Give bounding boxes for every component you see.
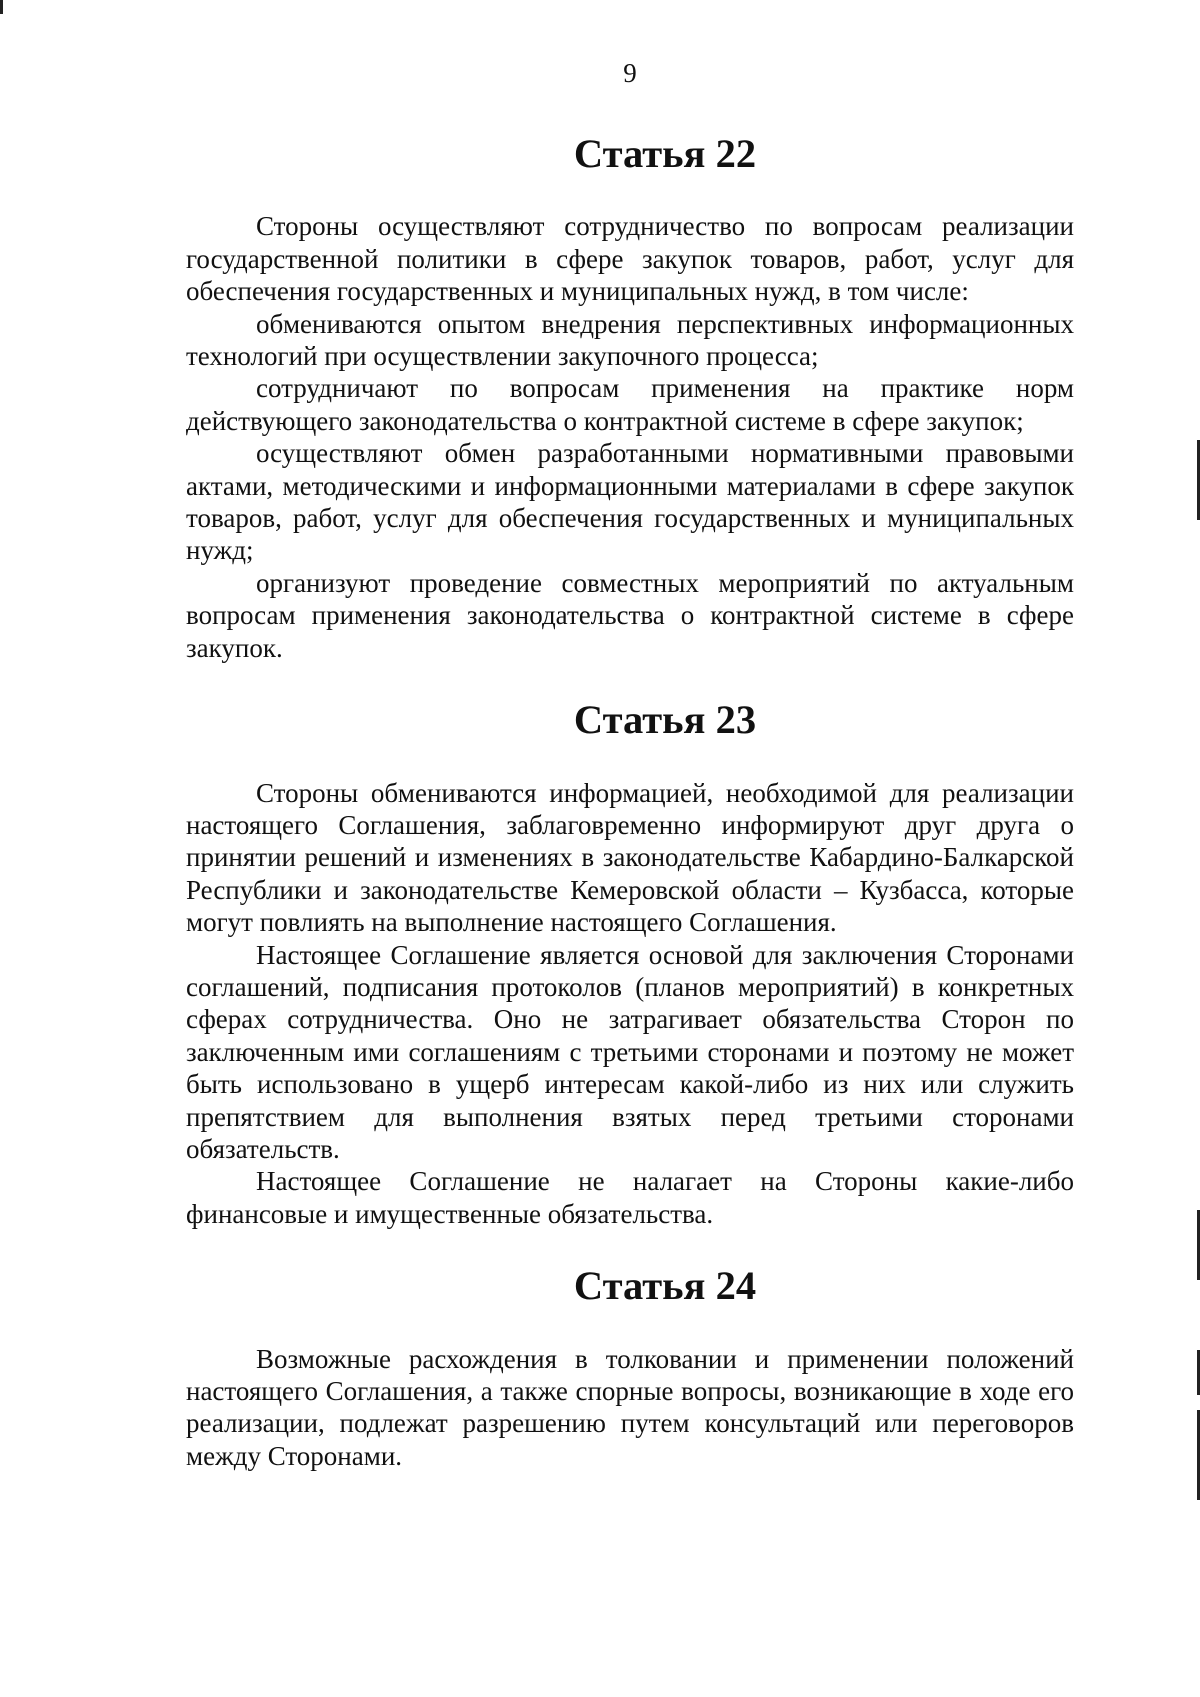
paragraph: сотрудничают по вопросам применения на практике норм действующего законодательства о контрактной системе в сфере закупок;: [186, 373, 1074, 436]
paragraph: Настоящее Соглашение не налагает на Стороны какие-либо финансовые и имущественные обязательства.: [186, 1166, 1074, 1229]
scan-corner-mark: [0, 0, 3, 14]
paragraph: Стороны осуществляют сотрудничество по вопросам реализации государственной политики в сфере закупок товаров, работ, услуг для обеспечения государственных и муниципальных нужд, в том числе:: [186, 211, 1074, 307]
article-heading: Статья 23: [573, 697, 757, 743]
page-number: 9: [623, 58, 637, 88]
paragraph: организуют проведение совместных мероприятий по актуальным вопросам применения законодательства о контрактной системе в сфере закупок.: [186, 567, 1074, 663]
article-24: [186, 1263, 1074, 1472]
paragraph: обмениваются опытом внедрения перспективных информационных технологий при осуществлении закупочного процесса;: [186, 308, 1074, 372]
paragraph: Настоящее Соглашение является основой для заключения Сторонами соглашений, подписания протоколов (планов мероприятий) в конкретных сферах сотрудничества. Оно не затрагивает обязательства Сторон по заключенным ими соглашениям с третьими сторонами и поэтому не может быть использовано в ущерб интересам какой-либо из них или служить препятствием для выполнения взятых перед третьими сторонами обязательств.: [186, 939, 1074, 1164]
article-heading: Статья 22: [573, 131, 757, 176]
paragraph: Возможные расхождения в толковании и применении положений настоящего Соглашения, а также спорные вопросы, возникающие в ходе его реализации, подлежат разрешению путем консультаций или переговоров между Сторонами.: [186, 1343, 1074, 1471]
paragraph: Стороны обмениваются информацией, необходимой для реализации настоящего Соглашения, заблаговременно информируют друг друга о принятии решений и изменениях в законодательстве Кабардино-Балкарской Республики и законодательстве Кемеровской области – Кузбасса, которые могут повлиять на выполнение настоящего Соглашения.: [186, 777, 1074, 938]
article-23: [186, 697, 1074, 1230]
article-heading: Статья 24: [573, 1263, 757, 1309]
article-22: [186, 131, 1074, 664]
paragraph: осуществляют обмен разработанными нормативными правовыми актами, методическими и информационными материалами в сфере закупок товаров, работ, услуг для обеспечения государственных и муниципальных нужд;: [186, 438, 1074, 566]
document-body: [186, 131, 1074, 1512]
